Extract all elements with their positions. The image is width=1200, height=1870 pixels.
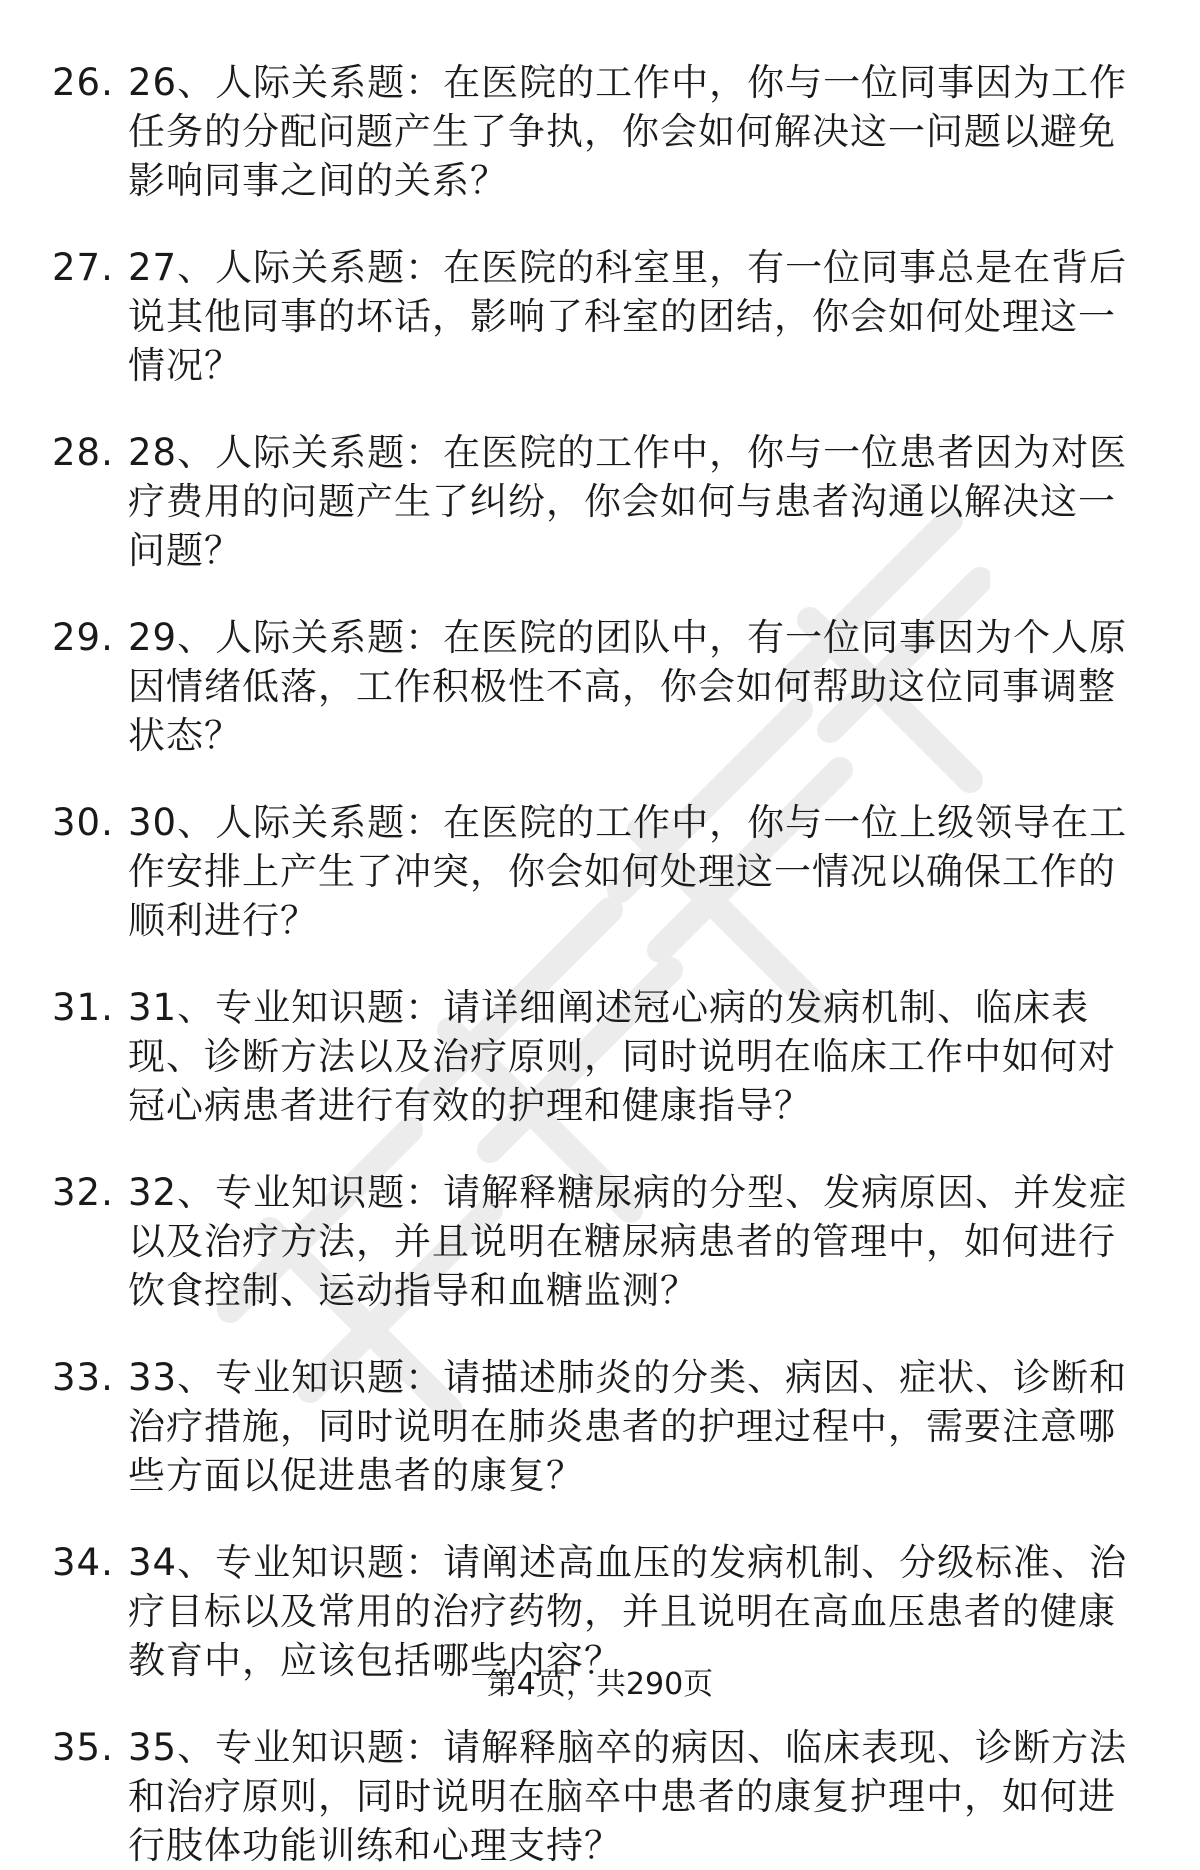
question-number: 32. [52,1171,114,1214]
question-number: 28. [52,431,114,474]
question-number: 30. [52,801,114,844]
question-item [52,613,1152,760]
question-text: 26、人际关系题：在医院的工作中，你与一位同事因为工作任务的分配问题产生了争执，你会如何解决这一问题以避免影响同事之间的关系？ [128,61,1128,202]
question-number: 29. [52,616,114,659]
question-item [52,1353,1152,1500]
question-text: 35、专业知识题：请解释脑卒的病因、临床表现、诊断方法和治疗原则，同时说明在脑卒中患者的康复护理中，如何进行肢体功能训练和心理支持？ [128,1726,1128,1867]
question-number: 35. [52,1726,114,1769]
question-number: 34. [52,1541,114,1584]
question-number: 27. [52,246,114,289]
question-text: 32、专业知识题：请解释糖尿病的分型、发病原因、并发症以及治疗方法，并且说明在糖尿病患者的管理中，如何进行饮食控制、运动指导和血糖监测？ [128,1171,1128,1312]
question-item [52,243,1152,390]
question-text: 27、人际关系题：在医院的科室里，有一位同事总是在背后说其他同事的坏话，影响了科室的团结，你会如何处理这一情况？ [128,246,1128,387]
question-number: 31. [52,986,114,1029]
question-text: 29、人际关系题：在医院的团队中，有一位同事因为个人原因情绪低落，工作积极性不高，你会如何帮助这位同事调整状态？ [128,616,1128,757]
question-text: 31、专业知识题：请详细阐述冠心病的发病机制、临床表现、诊断方法以及治疗原则，同时说明在临床工作中如何对冠心病患者进行有效的护理和健康指导？ [128,986,1116,1127]
question-list [52,58,1152,1870]
question-item [52,58,1152,205]
question-item [52,798,1152,945]
question-text: 34、专业知识题：请阐述高血压的发病机制、分级标准、治疗目标以及常用的治疗药物，并且说明在高血压患者的健康教育中，应该包括哪些内容？ [128,1541,1128,1682]
question-item [52,1723,1152,1870]
question-number: 33. [52,1356,114,1399]
page-footer [0,1665,1200,1705]
question-item [52,1538,1152,1685]
question-item [52,1168,1152,1315]
question-text: 28、人际关系题：在医院的工作中，你与一位患者因为对医疗费用的问题产生了纠纷，你会如何与患者沟通以解决这一问题？ [128,431,1128,572]
question-item [52,428,1152,575]
page-number-label: 第4页，共290页 [486,1667,714,1702]
question-number: 26. [52,61,114,104]
question-text: 30、人际关系题：在医院的工作中，你与一位上级领导在工作安排上产生了冲突，你会如何处理这一情况以确保工作的顺利进行？ [128,801,1128,942]
question-text: 33、专业知识题：请描述肺炎的分类、病因、症状、诊断和治疗措施，同时说明在肺炎患者的护理过程中，需要注意哪些方面以促进患者的康复？ [128,1356,1128,1497]
question-item [52,983,1152,1130]
